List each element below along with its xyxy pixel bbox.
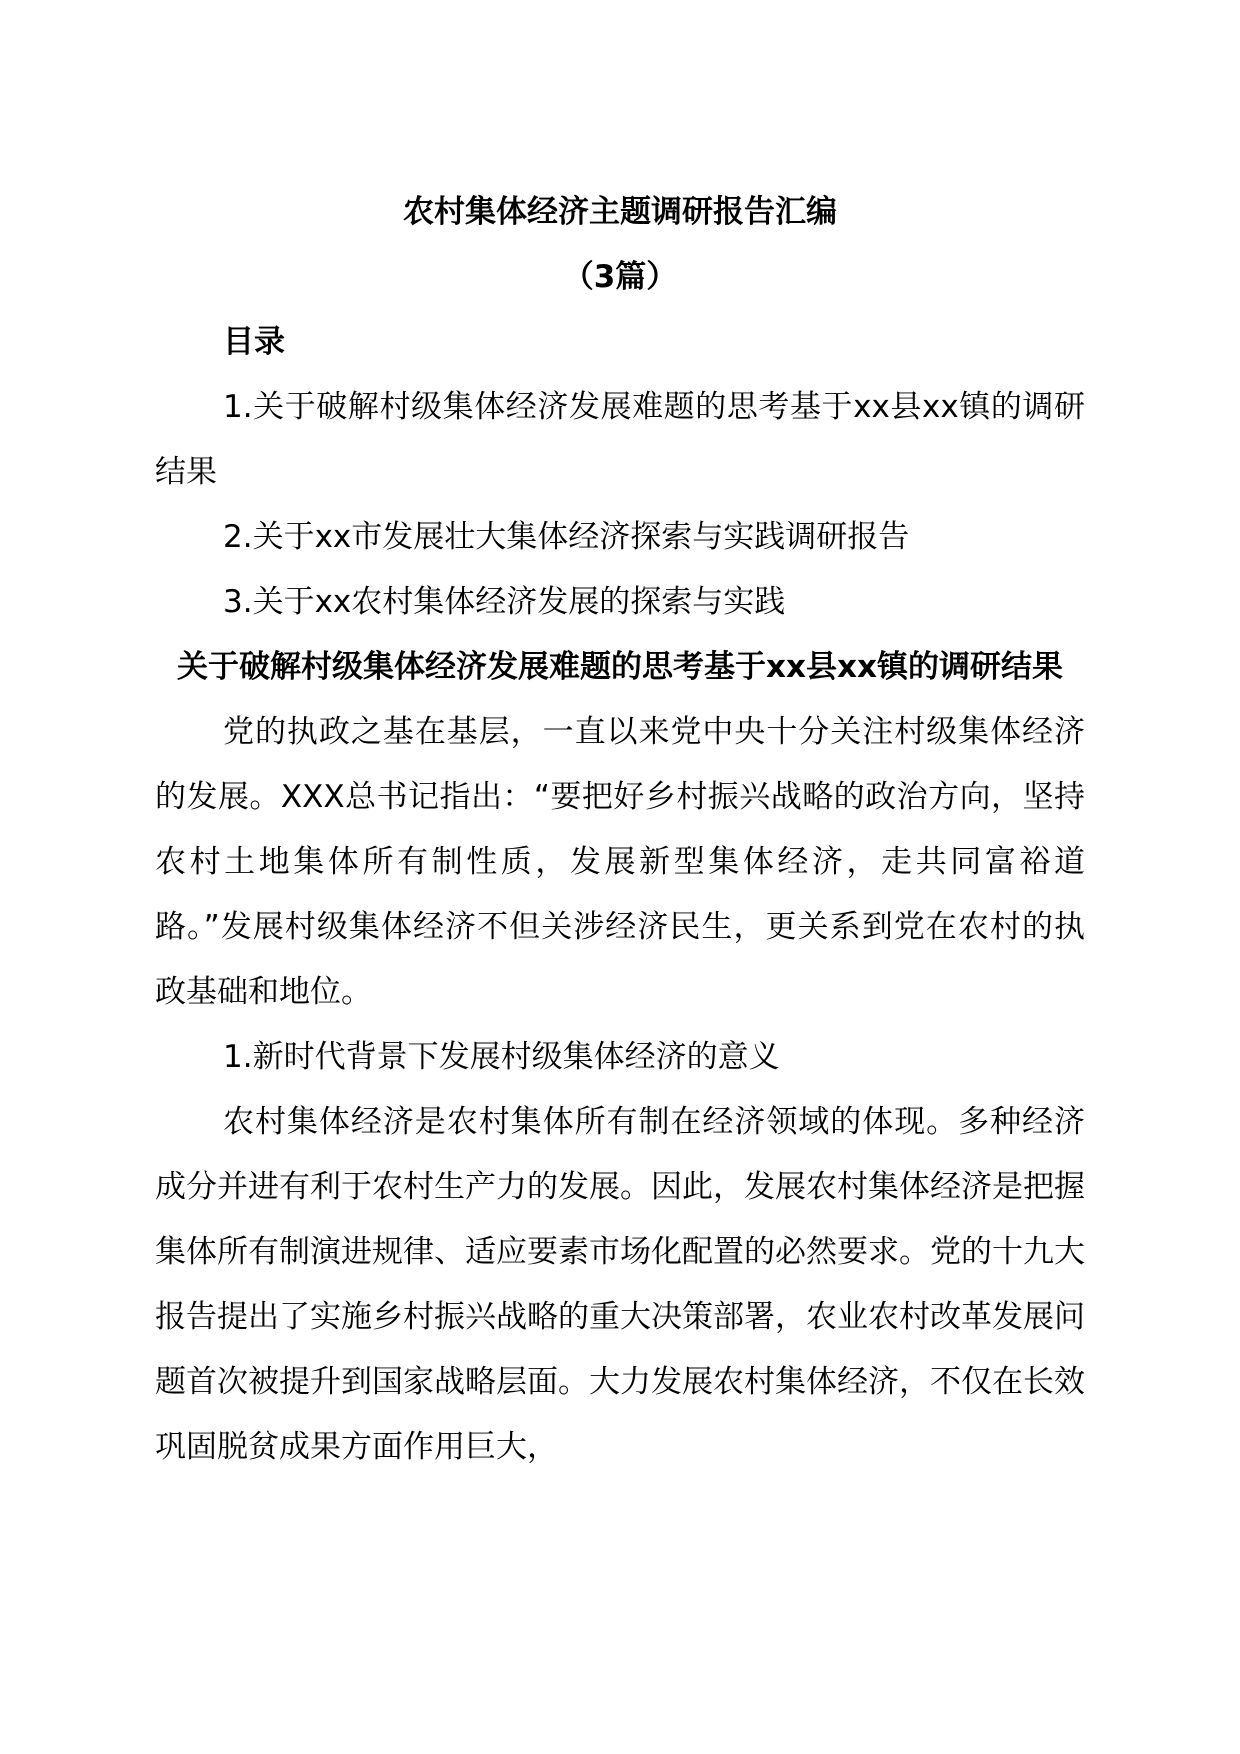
article-title: 关于破解村级集体经济发展难题的思考基于xx县xx镇的调研结果 (177, 649, 1063, 685)
body-paragraph: 党的执政之基在基层，一直以来党中央十分关注村级集体经济的发展。XXX总书记指出：“要把好乡村振兴战略的政治方向，坚持农村土地集体所有制性质，发展新型集体经济，走共同富裕道路。”发展村级集体经济不但关涉经济民生，更关系到党在农村的执政基础和地位。 (155, 714, 1085, 1010)
toc-item: 1.关于破解村级集体经济发展难题的思考基于xx县xx镇的调研结果 (155, 389, 1085, 490)
document-page (155, 180, 1085, 1480)
document-subtitle: （3篇） (562, 259, 678, 295)
body-paragraph: 农村集体经济是农村集体所有制在经济领域的体现。多种经济成分并进有利于农村生产力的发展。因此，发展农村集体经济是把握集体所有制演进规律、适应要素市场化配置的必然要求。党的十九大报告提出了实施乡村振兴战略的重大决策部署，农业农村改革发展问题首次被提升到国家战略层面。大力发展农村集体经济，不仅在长效巩固脱贫成果方面作用巨大， (155, 1104, 1085, 1465)
toc-heading: 目录 (223, 324, 285, 360)
section-heading: 1.新时代背景下发展村级集体经济的意义 (223, 1039, 780, 1075)
document-title: 农村集体经济主题调研报告汇编 (403, 194, 837, 230)
toc-item: 2.关于xx市发展壮大集体经济探索与实践调研报告 (223, 519, 910, 555)
toc-item: 3.关于xx农村集体经济发展的探索与实践 (223, 584, 786, 620)
